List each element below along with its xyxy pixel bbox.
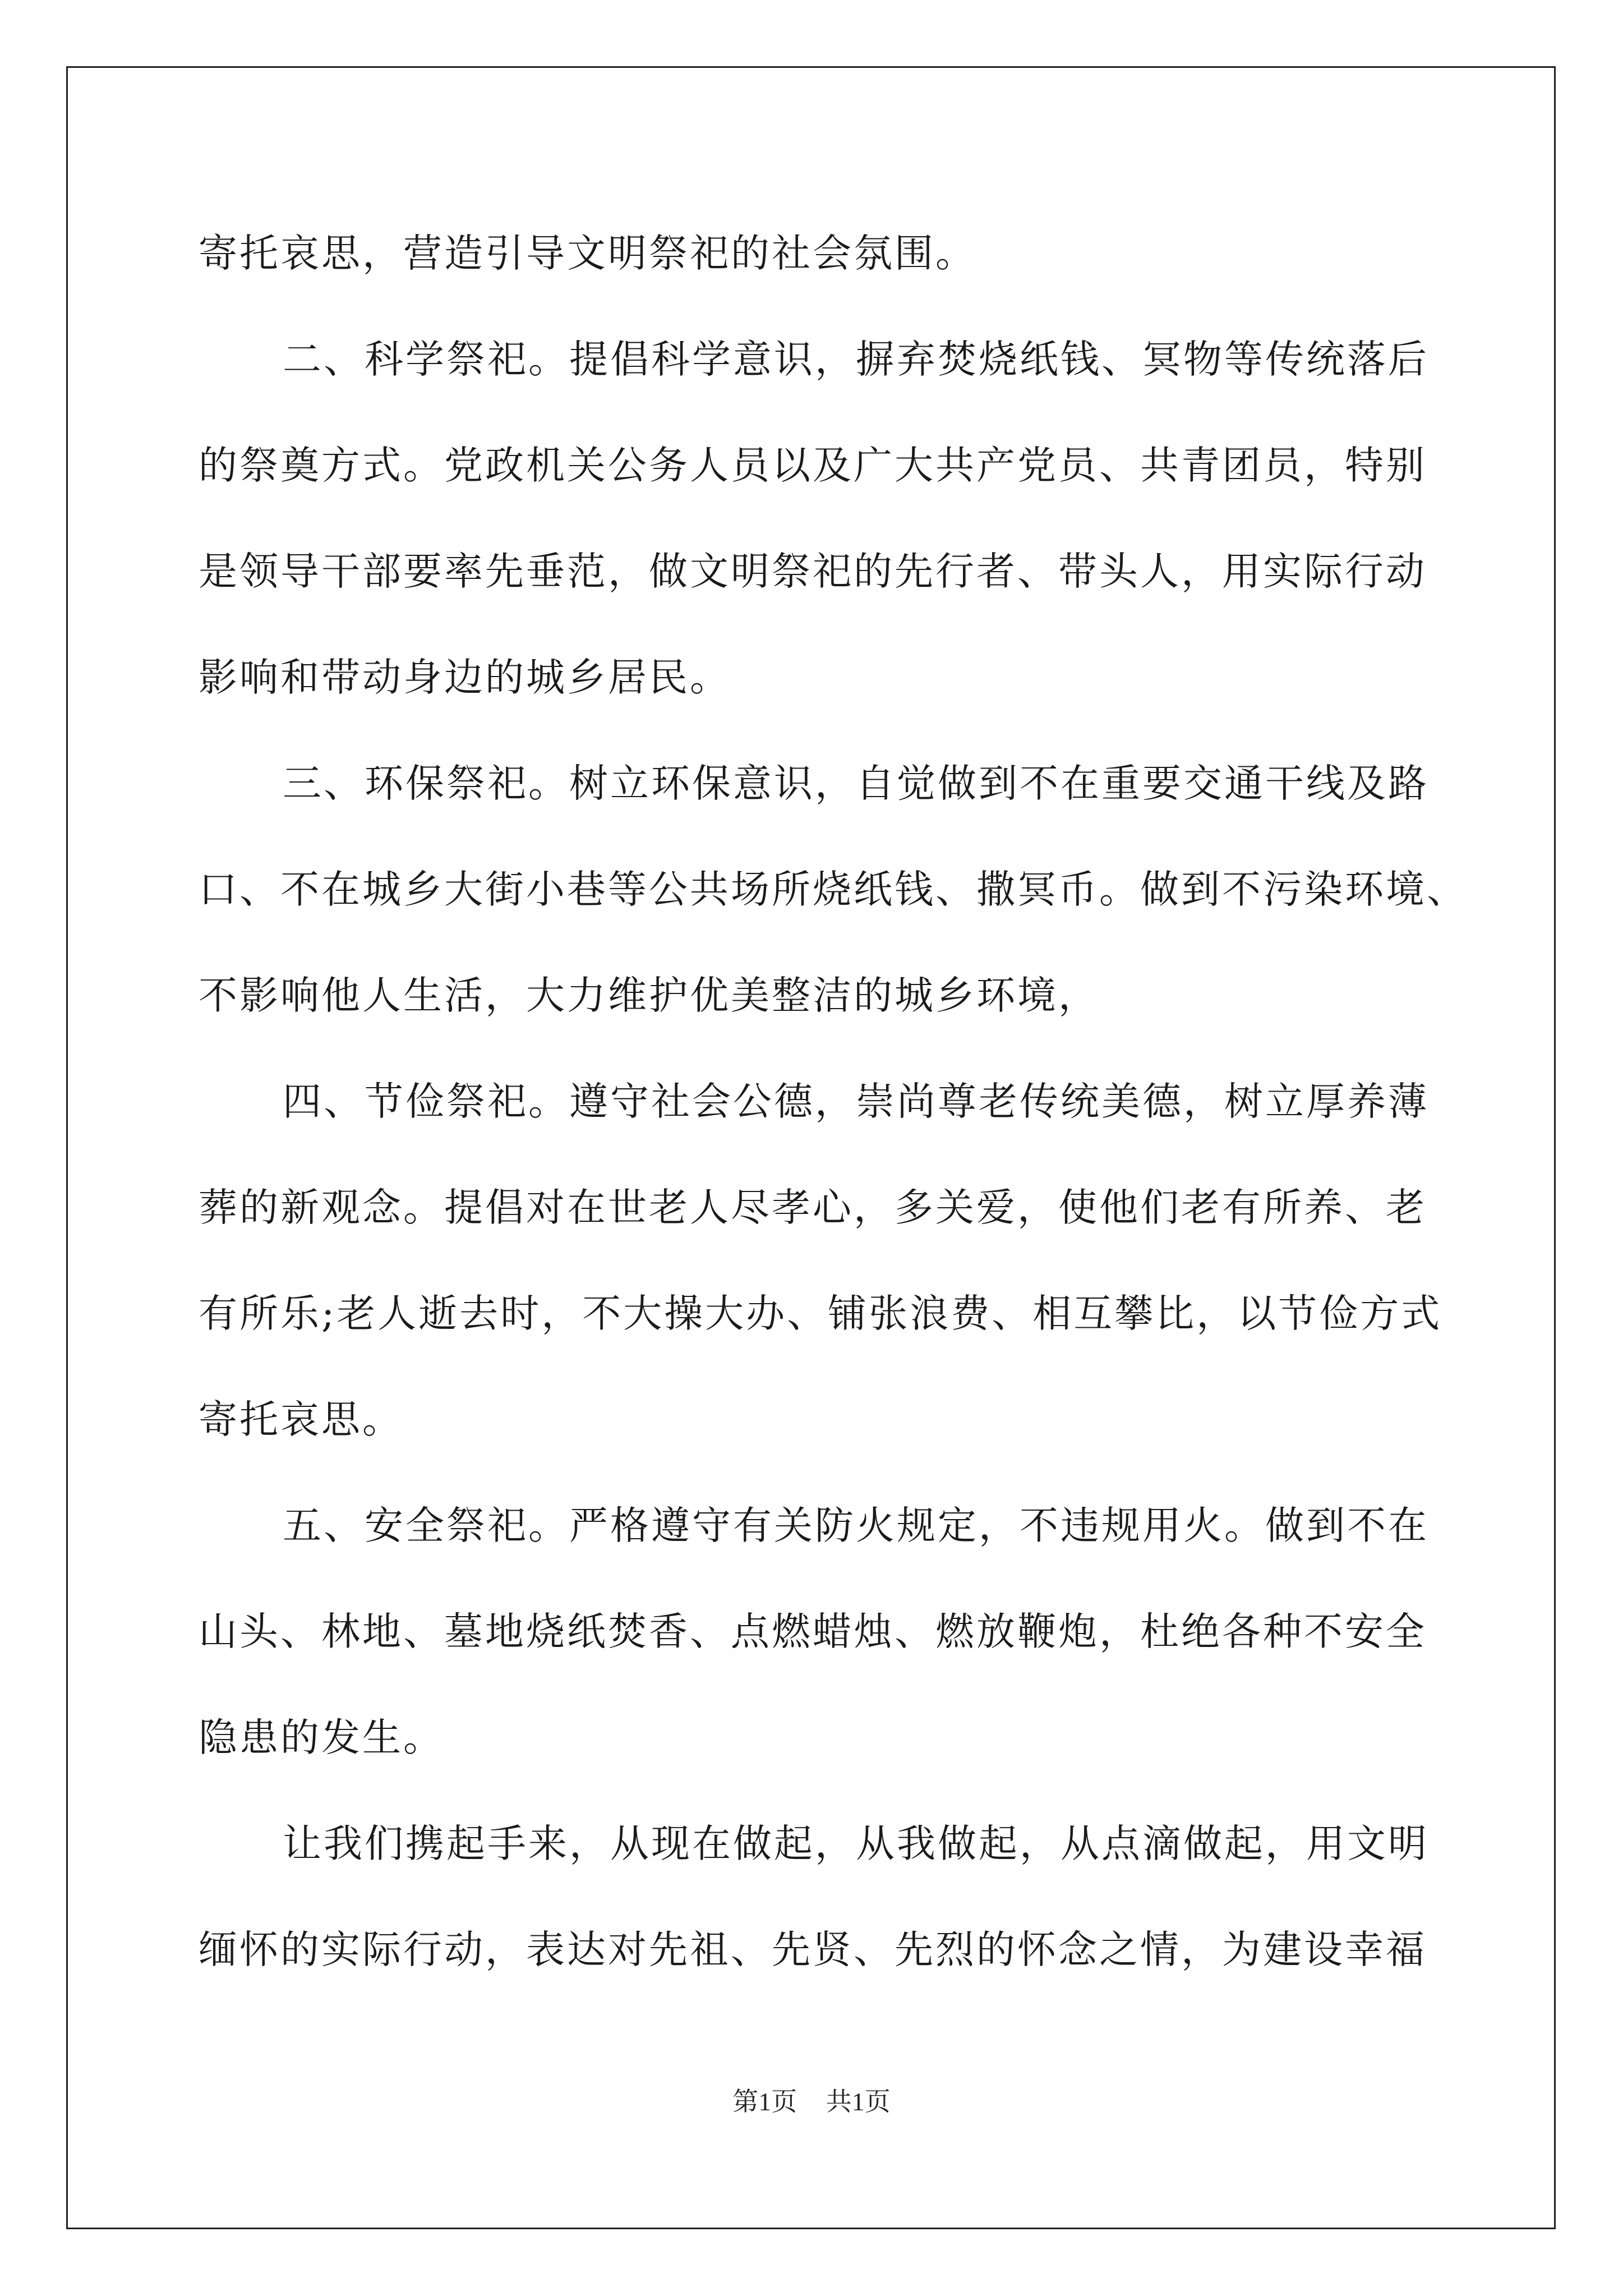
text-line: 的祭奠方式。党政机关公务人员以及广大共产党员、共青团员，特别 <box>199 443 1427 488</box>
page-number-total: 共1页 <box>826 2087 891 2116</box>
document-body <box>199 201 1468 2003</box>
text-line: 口、不在城乡大街小巷等公共场所烧纸钱、撒冥币。做到不污染环境、 <box>199 867 1468 912</box>
text-line: 寄托哀思，营造引导文明祭祀的社会氛围。 <box>199 231 976 276</box>
text-line: 二、科学祭祀。提倡科学意识，摒弃焚烧纸钱、冥物等传统落后 <box>283 337 1429 382</box>
text-line: 影响和带动身边的城乡居民。 <box>199 655 731 700</box>
text-line: 让我们携起手来，从现在做起，从我做起，从点滴做起，用文明 <box>283 1821 1429 1866</box>
text-line: 是领导干部要率先垂范，做文明祭祀的先行者、带头人，用实际行动 <box>199 549 1427 594</box>
text-line: 寄托哀思。 <box>199 1397 403 1442</box>
text-line: 三、环保祭祀。树立环保意识，自觉做到不在重要交通干线及路 <box>283 761 1429 806</box>
page-number-current: 第1页 <box>732 2087 797 2116</box>
text-line: 缅怀的实际行动，表达对先祖、先贤、先烈的怀念之情，为建设幸福 <box>199 1927 1427 1972</box>
text-line: 葬的新观念。提倡对在世老人尽孝心，多关爱，使他们老有所养、老 <box>199 1185 1427 1230</box>
text-line: 有所乐;老人逝去时，不大操大办、铺张浪费、相互攀比，以节俭方式 <box>199 1291 1442 1336</box>
text-line: 四、节俭祭祀。遵守社会公德，崇尚尊老传统美德，树立厚养薄 <box>283 1079 1429 1124</box>
text-line: 隐患的发生。 <box>199 1715 444 1760</box>
text-line: 山头、林地、墓地烧纸焚香、点燃蜡烛、燃放鞭炮，杜绝各种不安全 <box>199 1609 1427 1654</box>
page-footer <box>0 2081 1623 2118</box>
text-line: 不影响他人生活，大力维护优美整洁的城乡环境， <box>199 973 1099 1018</box>
text-line: 五、安全祭祀。严格遵守有关防火规定，不违规用火。做到不在 <box>283 1503 1429 1548</box>
